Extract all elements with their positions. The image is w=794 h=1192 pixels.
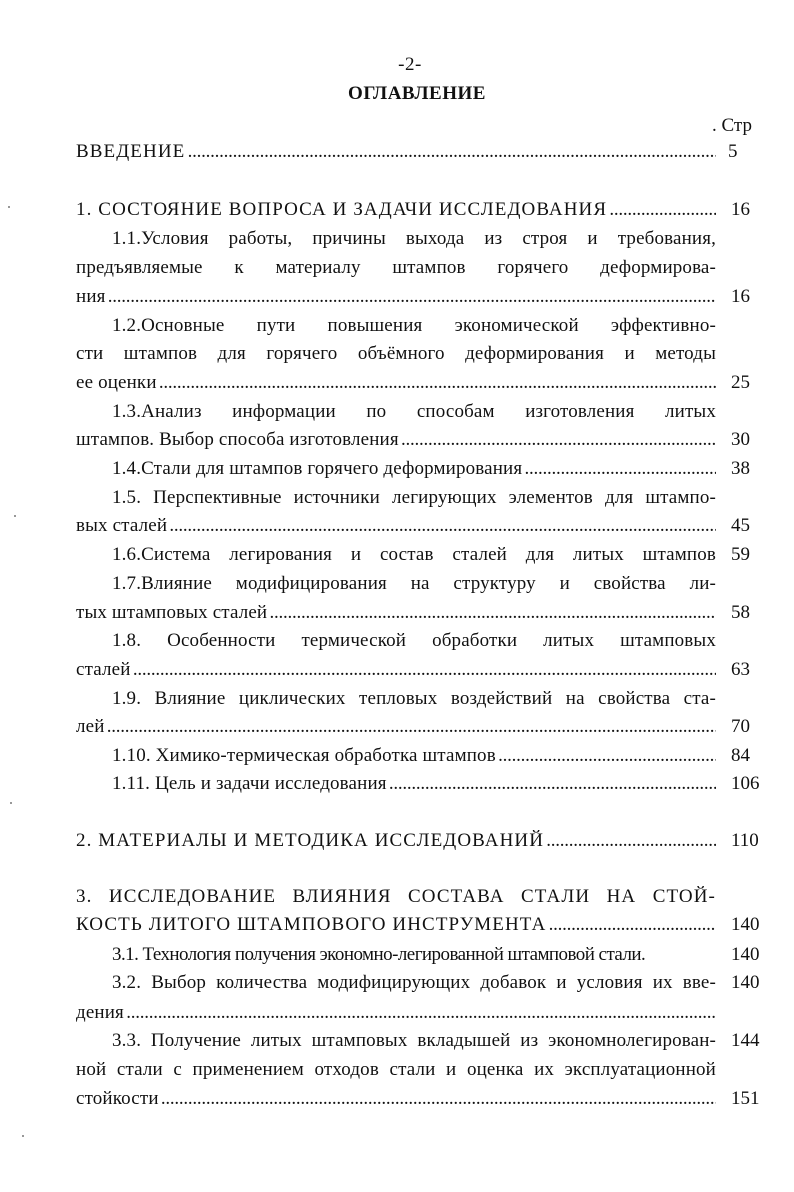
toc-entry-text: 3.2. Выбор количества модифицирующих добавок и условия их вве-	[112, 972, 716, 993]
toc-page-number: 140	[731, 944, 760, 965]
toc-entry-text: ной стали с применением отходов стали и оценка их эксплуатационной	[76, 1059, 716, 1080]
toc-page-number: 25	[731, 372, 750, 393]
toc-page-number: 63	[731, 659, 750, 680]
toc-entry-text: сти штампов для горячего объёмного деформирования и методы	[76, 343, 716, 364]
toc-entry-text: ВВЕДЕНИЕ . . .	[76, 141, 716, 163]
toc-page-number: 30	[731, 429, 750, 450]
toc-entry-text: вых сталей . . .	[76, 515, 716, 537]
toc-entry-text: 1.5. Перспективные источники легирующих элементов для штампо-	[112, 487, 716, 508]
toc-page-number: 58	[731, 602, 750, 623]
scan-speck	[10, 802, 12, 804]
toc-page-number: 110	[731, 830, 759, 851]
toc-entry-text: 1.3.Анализ информации по способам изготовления литых	[112, 401, 716, 422]
toc-entry-text: 1.1.Условия работы, причины выхода из строя и требования,	[112, 228, 716, 249]
toc-page-number: 151	[731, 1088, 760, 1109]
toc-page-number: 140	[731, 914, 760, 935]
toc-entry-text: ее оценки . . .	[76, 372, 716, 394]
toc-page-number: 140	[731, 972, 760, 993]
toc-entry-text: ния . . .	[76, 286, 716, 308]
page-number: -2-	[398, 54, 422, 75]
toc-entry-text: 1.10. Химико-термическая обработка штампов . . .	[76, 745, 716, 767]
toc-entry-text: 3.3. Получение литых штамповых вкладышей из экономнолегирован-	[112, 1030, 716, 1051]
toc-entry-text: стойкости . . .	[76, 1088, 716, 1110]
toc-entry-text: штампов. Выбор способа изготовления . . .	[76, 429, 716, 451]
toc-page-number: 16	[731, 199, 750, 220]
toc-page-number: 38	[731, 458, 750, 479]
toc-page-number: 45	[731, 515, 750, 536]
toc-entry-text: 1. СОСТОЯНИЕ ВОПРОСА И ЗАДАЧИ ИССЛЕДОВАНИЯ . . .	[76, 199, 716, 221]
toc-entry-text: 1.11. Цель и задачи исследования . . .	[76, 773, 716, 795]
toc-entry-text: 1.7.Влияние модифицирования на структуру и свойства ли-	[112, 573, 716, 594]
toc-entry-text: 2. МАТЕРИАЛЫ И МЕТОДИКА ИССЛЕДОВАНИЙ . . .	[76, 830, 716, 852]
toc-entry-text: сталей . . .	[76, 659, 716, 681]
toc-entry-text: 1.2.Основные пути повышения экономической эффективно-	[112, 315, 716, 336]
toc-page-number: 59	[731, 544, 750, 565]
toc-entry-text: 1.9. Влияние циклических тепловых воздействий на свойства ста-	[112, 688, 716, 709]
toc-entry-text: 3.1. Технология получения экономно-легированной штамповой стали.	[112, 944, 646, 965]
toc-page-number: 5	[728, 141, 738, 162]
toc-entry-text: 1.8. Особенности термической обработки литых штамповых	[112, 630, 716, 651]
scan-speck	[14, 515, 16, 517]
toc-entry-text: лей . . .	[76, 716, 716, 738]
scan-speck	[22, 1135, 24, 1137]
toc-entry-text: дения . . .	[76, 1002, 716, 1024]
toc-page-number: 70	[731, 716, 750, 737]
toc-entry-text: тых штамповых сталей . . .	[76, 602, 716, 624]
toc-page-number: 106	[731, 773, 760, 794]
toc-entry-text: предъявляемые к материалу штампов горячего деформирова-	[76, 257, 716, 278]
scan-speck	[8, 206, 10, 208]
toc-page-number: 144	[731, 1030, 760, 1051]
toc-entry-text: 3. ИССЛЕДОВАНИЕ ВЛИЯНИЯ СОСТАВА СТАЛИ НА СТОЙ-	[76, 886, 716, 907]
toc-entry-text: КОСТЬ ЛИТОГО ШТАМПОВОГО ИНСТРУМЕНТА . . .	[76, 914, 716, 936]
toc-page-number: 84	[731, 745, 750, 766]
toc-entry-text: 1.6.Система легирования и состав сталей для литых штампов	[112, 544, 716, 565]
toc-page-number: 16	[731, 286, 750, 307]
page-title: ОГЛАВЛЕНИЕ	[348, 83, 486, 104]
toc-entry-text: 1.4.Стали для штампов горячего деформирования . . .	[76, 458, 716, 480]
page-column-header: . Стр	[712, 115, 752, 136]
